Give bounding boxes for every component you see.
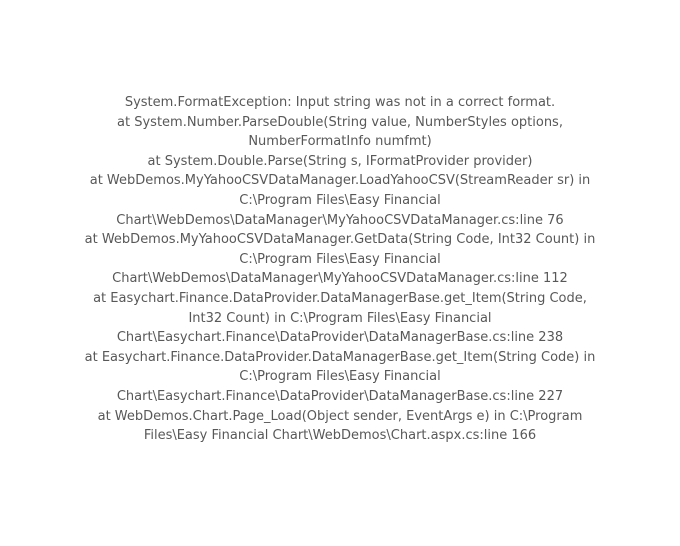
stack-trace-line: NumberFormatInfo numfmt) — [248, 134, 432, 150]
stack-trace-line: Chart\WebDemos\DataManager\MyYahooCSVDataManager.cs:line 76 — [116, 212, 564, 228]
stack-trace-line: Chart\Easychart.Finance\DataProvider\DataManagerBase.cs:line 238 — [116, 330, 564, 346]
stack-trace-line: C:\Program Files\Easy Financial — [239, 369, 441, 385]
stack-trace-line: C:\Program Files\Easy Financial — [239, 192, 441, 208]
stack-trace-line: at Easychart.Finance.DataProvider.DataManagerBase.get_Item(String Code) in — [84, 349, 596, 365]
stack-trace-line: at WebDemos.MyYahooCSVDataManager.LoadYahooCSV(StreamReader sr) in — [89, 173, 591, 189]
stack-trace-line: C:\Program Files\Easy Financial — [239, 251, 441, 267]
stack-trace-line: at System.Number.ParseDouble(String value, NumberStyles options, — [117, 114, 563, 130]
stack-trace-line: Chart\Easychart.Finance\DataProvider\DataManagerBase.cs:line 227 — [116, 388, 564, 404]
stack-trace-line: Chart\WebDemos\DataManager\MyYahooCSVDataManager.cs:line 112 — [112, 271, 568, 287]
stack-trace-line: at WebDemos.MyYahooCSVDataManager.GetData(String Code, Int32 Count) in — [84, 232, 596, 248]
exception-stack-trace — [20, 93, 660, 446]
stack-trace-line: System.FormatException: Input string was not in a correct format. — [124, 95, 556, 110]
stack-trace-line: Int32 Count) in C:\Program Files\Easy Financial — [188, 310, 492, 326]
stack-trace-line: at WebDemos.Chart.Page_Load(Object sender, EventArgs e) in C:\Program — [97, 408, 583, 424]
stack-trace-line: at System.Double.Parse(String s, IFormatProvider provider) — [147, 153, 533, 169]
stack-trace-line: at Easychart.Finance.DataProvider.DataManagerBase.get_Item(String Code, — [93, 290, 587, 306]
stack-trace-line: Files\Easy Financial Chart\WebDemos\Chart.aspx.cs:line 166 — [143, 428, 537, 444]
